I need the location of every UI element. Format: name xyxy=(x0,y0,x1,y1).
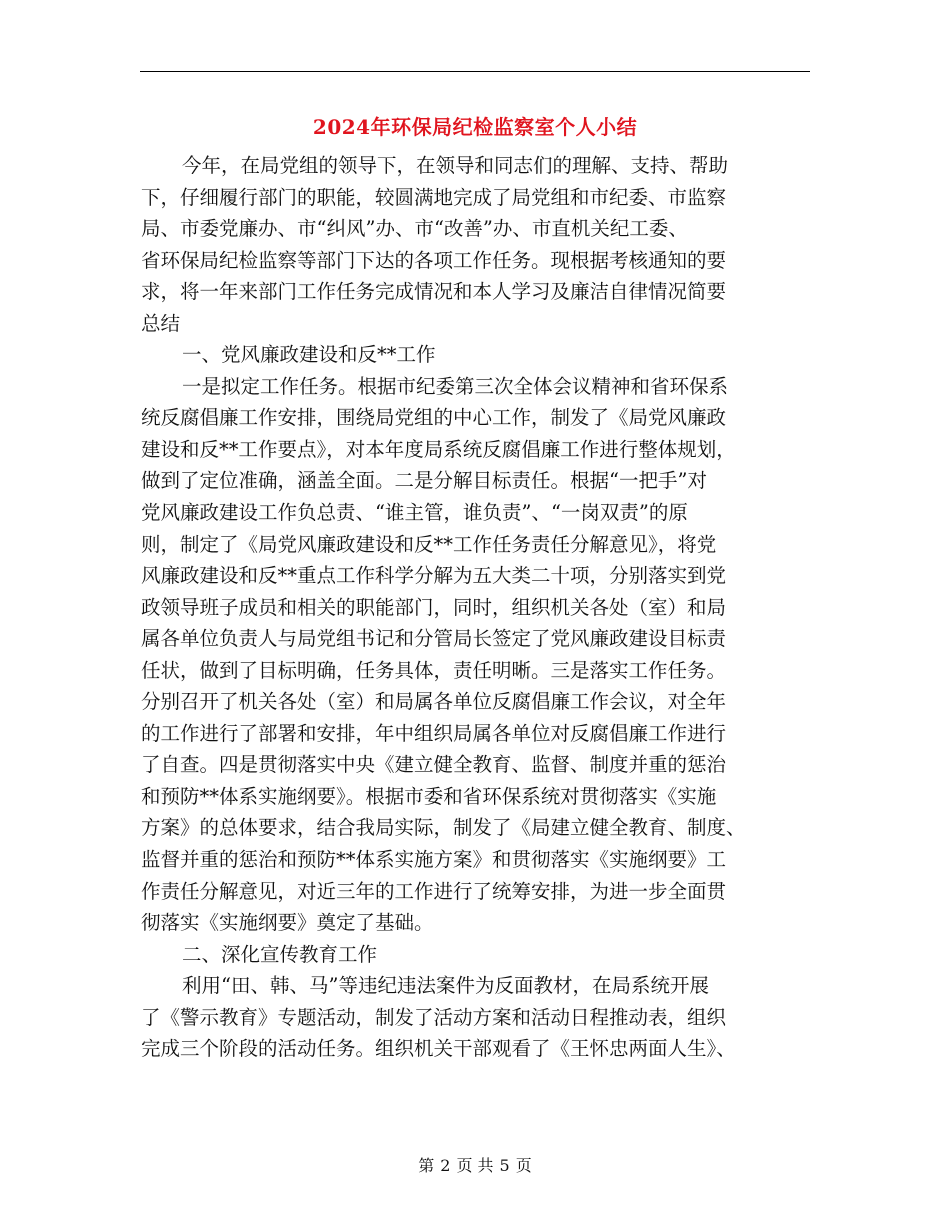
body-text-line: 分别召开了机关各处（室）和局属各单位反腐倡廉工作会议，对全年 xyxy=(141,690,727,714)
body-text-line: 的工作进行了部署和安排，年中组织局属各单位对反腐倡廉工作进行 xyxy=(141,721,727,745)
body-text-line: 二、深化宣传教育工作 xyxy=(182,942,378,966)
body-text-line: 风廉政建设和反**重点工作科学分解为五大类二十项，分别落实到党 xyxy=(141,564,727,588)
body-text-line: 做到了定位准确，涵盖全面。二是分解目标责任。根据“一把手”对 xyxy=(141,469,707,493)
body-text-line: 下，仔细履行部门的职能，较圆满地完成了局党组和市纪委、市监察 xyxy=(141,185,727,209)
body-text-line: 求，将一年来部门工作任务完成情况和本人学习及廉洁自律情况简要 xyxy=(141,280,727,304)
body-text-line: 任状，做到了目标明确，任务具体，责任明晰。三是落实工作任务。 xyxy=(141,658,727,682)
body-text-line: 建设和反**工作要点》，对本年度局系统反腐倡廉工作进行整体规划， xyxy=(141,437,736,461)
body-text-line: 和预防**体系实施纲要》。根据市委和省环保系统对贯彻落实《实施 xyxy=(141,784,717,808)
current-page-number: 2 xyxy=(440,1156,451,1175)
body-text-line: 总结 xyxy=(141,311,181,335)
body-text-line: 完成三个阶段的活动任务。组织机关干部观看了《王怀忠两面人生》、 xyxy=(141,1037,736,1061)
body-text-line: 方案》的总体要求，结合我局实际，制发了《局建立健全教育、制度、 xyxy=(141,816,746,840)
total-pages-number: 5 xyxy=(499,1156,510,1175)
body-text-line: 政领导班子成员和相关的职能部门，同时，组织机关各处（室）和局 xyxy=(141,595,727,619)
document-body xyxy=(141,150,811,1065)
body-text-line: 监督并重的惩治和预防**体系实施方案》和贯彻落实《实施纲要》工 xyxy=(141,848,727,872)
footer-suffix: 页 xyxy=(515,1156,532,1175)
body-text-line: 党风廉政建设工作负总责、“谁主管，谁负责”、“一岗双责”的原 xyxy=(141,501,688,525)
body-text-line: 统反腐倡廉工作安排，围绕局党组的中心工作，制发了《局党风廉政 xyxy=(141,406,727,430)
body-text-line: 彻落实《实施纲要》奠定了基础。 xyxy=(141,911,434,935)
body-text-line: 属各单位负责人与局党组书记和分管局长签定了党风廉政建设目标责 xyxy=(141,627,727,651)
body-text-line: 了自查。四是贯彻落实中央《建立健全教育、监督、制度并重的惩治 xyxy=(141,753,727,777)
body-text-line: 了《警示教育》专题活动，制发了活动方案和活动日程推动表，组织 xyxy=(141,1005,727,1029)
header-rule xyxy=(140,71,810,72)
body-text-line: 作责任分解意见，对近三年的工作进行了统筹安排，为进一步全面贯 xyxy=(141,879,727,903)
body-text-line: 一、党风廉政建设和反**工作 xyxy=(182,343,436,367)
body-text-line: 省环保局纪检监察等部门下达的各项工作任务。现根据考核通知的要 xyxy=(141,248,727,272)
footer-prefix: 第 xyxy=(418,1156,435,1175)
body-text-line: 利用“田、韩、马”等违纪违法案件为反面教材，在局系统开展 xyxy=(182,974,709,998)
body-text-line: 局、市委党廉办、市“纠风”办、市“改善”办、市直机关纪工委、 xyxy=(141,217,688,241)
page-footer xyxy=(0,1153,950,1176)
document-title: 2024年环保局纪检监察室个人小结 xyxy=(312,115,638,139)
body-text-line: 一是拟定工作任务。根据市纪委第三次全体会议精神和省环保系 xyxy=(182,374,729,398)
body-text-line: 今年，在局党组的领导下，在领导和同志们的理解、支持、帮助 xyxy=(182,154,729,177)
body-text-line: 则，制定了《局党风廉政建设和反**工作任务责任分解意见》，将党 xyxy=(141,532,717,556)
footer-middle: 页 共 xyxy=(456,1156,494,1175)
